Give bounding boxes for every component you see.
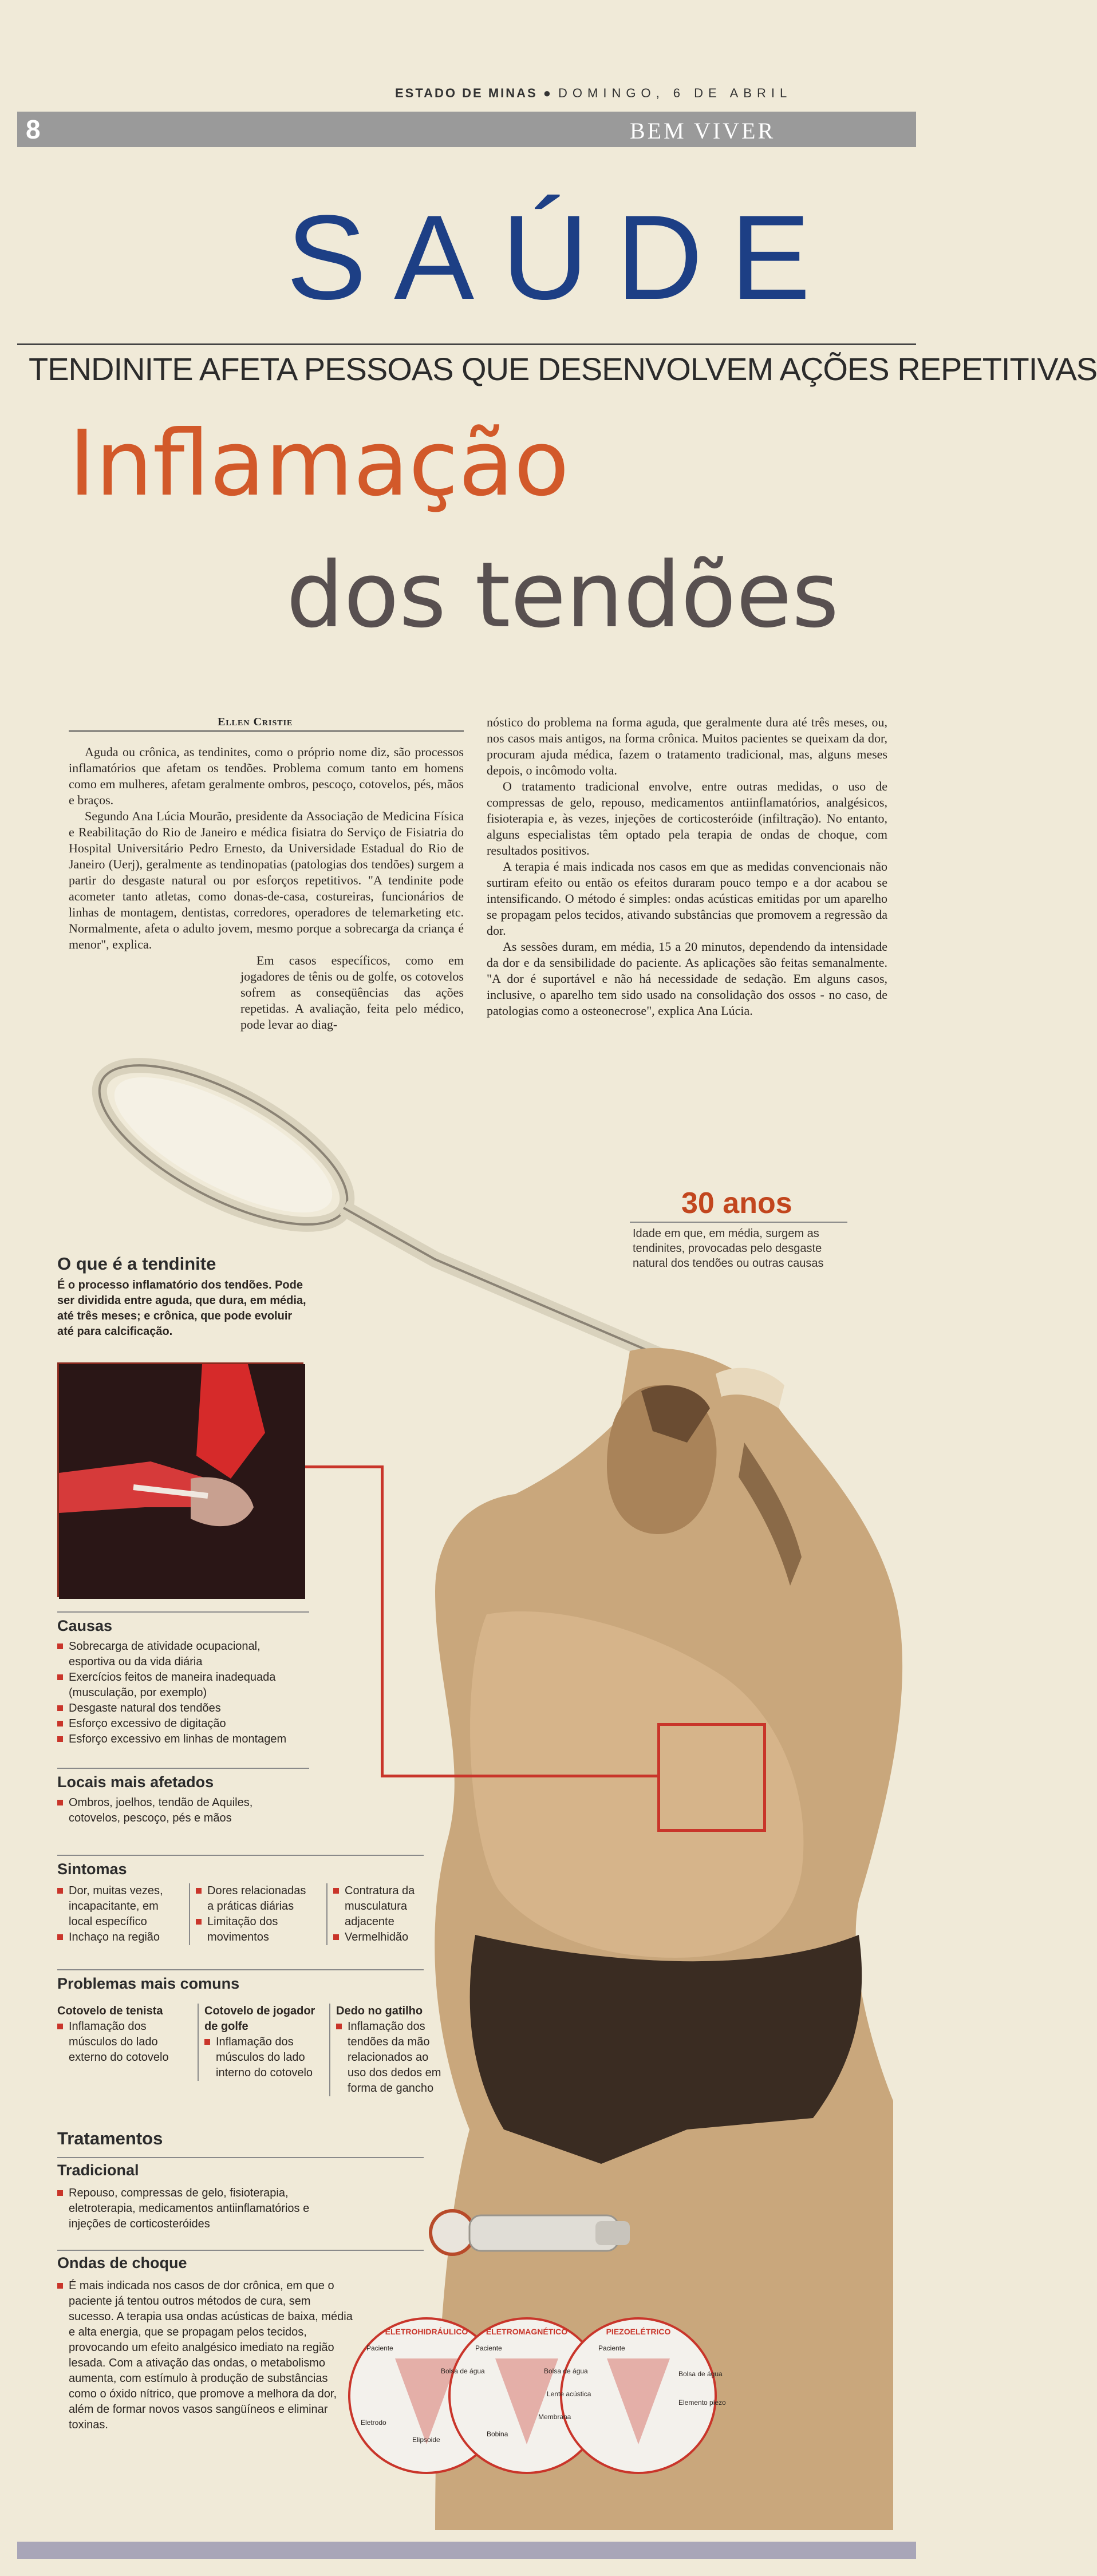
places-list: [57, 1795, 286, 1826]
knee-highlight-box: [657, 1723, 766, 1832]
diagram-eletrohidraulico: ELETROHIDRÁULICO: [385, 2327, 468, 2336]
stat-rule: [630, 1222, 847, 1223]
stat-number: 30 anos: [681, 1187, 792, 1220]
list-item: Dores relacionadas a práticas diárias: [196, 1883, 315, 1914]
section-tag: BEM VIVER: [630, 118, 776, 144]
paragraph: nóstico do problema na forma aguda, que geralmente dura até três meses, ou, nos casos mais antigos, na forma crônica. Muitos pacientes se queixam da dor, procuram ajuda médica, fazem o tratamento tradicional, mas, alguns meses depois, o incômodo volta.: [487, 715, 887, 777]
header-rule: [17, 343, 916, 345]
list-item: Esforço excessivo em linhas de montagem: [57, 1732, 309, 1747]
symptoms-list-2: [189, 1883, 315, 1945]
diagram-part-label: Bobina: [487, 2430, 508, 2438]
footer-bar: [17, 2542, 916, 2559]
newspaper-name: ESTADO DE MINAS: [395, 86, 538, 100]
diagram-eletromagnetico: ELETROMAGNÉTICO: [486, 2327, 568, 2336]
paragraph: Em casos específicos, como em jogadores de tênis ou de golfe, os cotovelos sofrem as conseqüências das ações repetidas. A avaliação, feita pelo médico, pode levar ao diag-: [240, 953, 464, 1032]
headline-line1: Inflamação: [69, 411, 570, 516]
places-title: Locais mais afetados: [57, 1773, 214, 1791]
traditional-list: [57, 2186, 344, 2232]
connector-line: [303, 1465, 384, 1468]
connector-line: [381, 1465, 384, 1775]
paragraph: A terapia é mais indicada nos casos em que as medidas convencionais não surtiram efeito ou então os efeitos duraram pouco tempo e a dor acabou se intensificando. O método é simples: ondas acústicas emitidas por um aparelho se propagam pelos tecidos, ativando substâncias que promovem a regressão da dor.: [487, 859, 887, 938]
page-number: 8: [26, 114, 41, 144]
list-item: Inflamação dos músculos do lado interno do cotovelo: [204, 2034, 318, 2081]
section-divider: [57, 2250, 424, 2251]
connector-line: [381, 1775, 658, 1777]
what-text: É o processo inflamatório dos tendões. Pode ser dividida entre aguda, que dura, em média, até três meses; e crônica, que pode evoluir até para calcificação.: [57, 1279, 306, 1338]
traditional-title: Tradicional: [57, 2162, 139, 2179]
list-item: Dor, muitas vezes, incapacitante, em local específico: [57, 1883, 177, 1930]
list-item: Esforço excessivo de digitação: [57, 1716, 309, 1732]
section-title: SAÚDE: [286, 190, 838, 325]
symptoms-list-1: [57, 1883, 177, 1945]
problems-title: Problemas mais comuns: [57, 1975, 240, 1992]
section-divider: [57, 1611, 309, 1613]
diagram-part-label: Bolsa de água: [441, 2367, 485, 2375]
diagram-part-label: Eletrodo: [361, 2419, 386, 2427]
problem-title: Dedo no gatilho: [336, 2005, 423, 2017]
problem-list: [336, 2019, 444, 2096]
diagram-part-label: Paciente: [475, 2344, 502, 2352]
what-title: O que é a tendinite: [57, 1254, 216, 1274]
section-divider: [57, 2157, 424, 2158]
section-bar: [17, 112, 916, 147]
list-item: Inflamação dos músculos do lado externo do cotovelo: [57, 2019, 177, 2065]
diagram-part-label: Bolsa de água: [678, 2370, 723, 2378]
section-divider: [57, 1855, 424, 1856]
list-item: Inflamação dos tendões da mão relacionados ao uso dos dedos em forma de gancho: [336, 2019, 444, 2096]
causes-title: Causas: [57, 1617, 113, 1634]
list-item: Sobrecarga de atividade ocupacional, esportiva ou da vida diária: [57, 1639, 309, 1670]
diagram-part-label: Paciente: [366, 2344, 393, 2352]
diagram-part-label: Elemento piezo: [678, 2399, 726, 2407]
headline-line2: dos tendões: [286, 543, 839, 648]
elbow-photo: [57, 1362, 303, 1597]
byline: Ellen Cristie: [218, 716, 293, 728]
diagram-piezoeletrico: PIEZOELÉTRICO: [606, 2327, 671, 2336]
diagram-part-label: Paciente: [598, 2344, 625, 2352]
list-item: Inchaço na região: [57, 1930, 177, 1945]
problem-card: [198, 2004, 318, 2081]
symptoms-list-3: [326, 1883, 435, 1945]
problem-list: [57, 2019, 177, 2065]
list-item: Vermelhidão: [333, 1930, 435, 1945]
shockwave-title: Ondas de choque: [57, 2254, 187, 2271]
shockwave-diagrams: [349, 2318, 716, 2473]
treatments-title: Tratamentos: [57, 2128, 163, 2148]
problem-card: [57, 2004, 177, 2065]
issue-date: DOMINGO, 6 DE ABRIL: [558, 86, 792, 100]
byline-rule: [69, 730, 464, 732]
causes-list: [57, 1639, 309, 1747]
kicker: TENDINITE AFETA PESSOAS QUE DESENVOLVEM AÇÕES REPETITIVAS: [29, 351, 1097, 387]
diagram-part-label: Lente acústica: [547, 2390, 591, 2398]
paragraph: O tratamento tradicional envolve, entre outras medidas, o uso de compressas de gelo, repouso, medicamentos antiinflamatórios, analgésicos, fisioterapia e, às vezes, injeções de corticosteróide (infiltração). No entanto, alguns especialistas têm optado pela terapia de ondas de choque, com resultados positivos.: [487, 779, 887, 858]
diagram-part-label: Elipsoide: [412, 2436, 440, 2444]
bullet-icon: ●: [543, 86, 553, 100]
article-column-2: [487, 714, 887, 1019]
list-item: Ombros, joelhos, tendão de Aquiles, cotovelos, pescoço, pés e mãos: [57, 1795, 286, 1826]
symptoms-title: Sintomas: [57, 1860, 127, 1878]
list-item: Limitação dos movimentos: [196, 1914, 315, 1945]
masthead: [395, 86, 792, 101]
paragraph: Aguda ou crônica, as tendinites, como o próprio nome diz, são processos inflamatórios que afetam os tendões. Problema comum tanto em homens como em mulheres, afetam geralmente ombros, pescoço, cotovelos, pés, mãos e braços.: [69, 745, 464, 807]
section-divider: [57, 1768, 309, 1769]
problem-list: [204, 2034, 318, 2081]
shockwave-probe-icon: [431, 2211, 630, 2254]
shockwave-list: [57, 2278, 355, 2433]
problem-title: Cotovelo de jogador de golfe: [204, 2005, 315, 2033]
stat-text: Idade em que, em média, surgem as tendinites, provocadas pelo desgaste natural dos tendões ou outras causas: [633, 1227, 824, 1270]
list-item: Desgaste natural dos tendões: [57, 1701, 309, 1716]
diagram-part-label: Bolsa de água: [544, 2367, 588, 2375]
list-item: Contratura da musculatura adjacente: [333, 1883, 435, 1930]
list-item: Repouso, compressas de gelo, fisioterapia, eletroterapia, medicamentos antiinflamatórios e injeções de corticosteróides: [57, 2186, 344, 2232]
diagram-part-label: Membrana: [538, 2413, 571, 2421]
list-item: É mais indicada nos casos de dor crônica, em que o paciente já tentou outros métodos de cura, sem sucesso. A terapia usa ondas acústicas de baixa, média e alta energia, que se propagam pelos tecidos, provocando um efeito analgésico imediato na região lesada. Com a ativação das ondas, o metabolismo aumenta, com estímulo à produção de substâncias como o óxido nítrico, que promove a melhora da dor, além de formar novos vasos sangüíneos e eliminar toxinas.: [57, 2278, 355, 2433]
paragraph: As sessões duram, em média, 15 a 20 minutos, dependendo da intensidade da dor e da sensibilidade do paciente. As aplicações são feitas semanalmente. "A dor é suportável e não há necessidade de sedação. Em alguns casos, inclusive, o aparelho tem sido usado na consolidação dos ossos - no caso, de patologias como a osteonecrose", explica Ana Lúcia.: [487, 939, 887, 1018]
article-column-1: [69, 744, 464, 1033]
problem-card: [329, 2004, 444, 2096]
problem-title: Cotovelo de tenista: [57, 2005, 163, 2017]
list-item: Exercícios feitos de maneira inadequada (musculação, por exemplo): [57, 1670, 309, 1701]
section-divider: [57, 1969, 424, 1970]
paragraph: Segundo Ana Lúcia Mourão, presidente da Associação de Medicina Física e Reabilitação do Rio de Janeiro e médica fisiatra do Serviço de Fisiatria do Hospital Universitário Pedro Ernesto, da Universidade Estadual do Rio de Janeiro (Uerj), geralmente as tendinopatias (patologias dos tendões) surgem a partir do desgaste natural ou por esforços repetitivos. "A tendinite pode acometer tanto atletas, como donas-de-casa, costureiras, funcionários de linhas de montagem, dentistas, corredores, operadores de telemarketing etc. Normalmente, afeta o adulto jovem, mesmo porque a sobrecarga da criança é menor", explica.: [69, 809, 464, 951]
